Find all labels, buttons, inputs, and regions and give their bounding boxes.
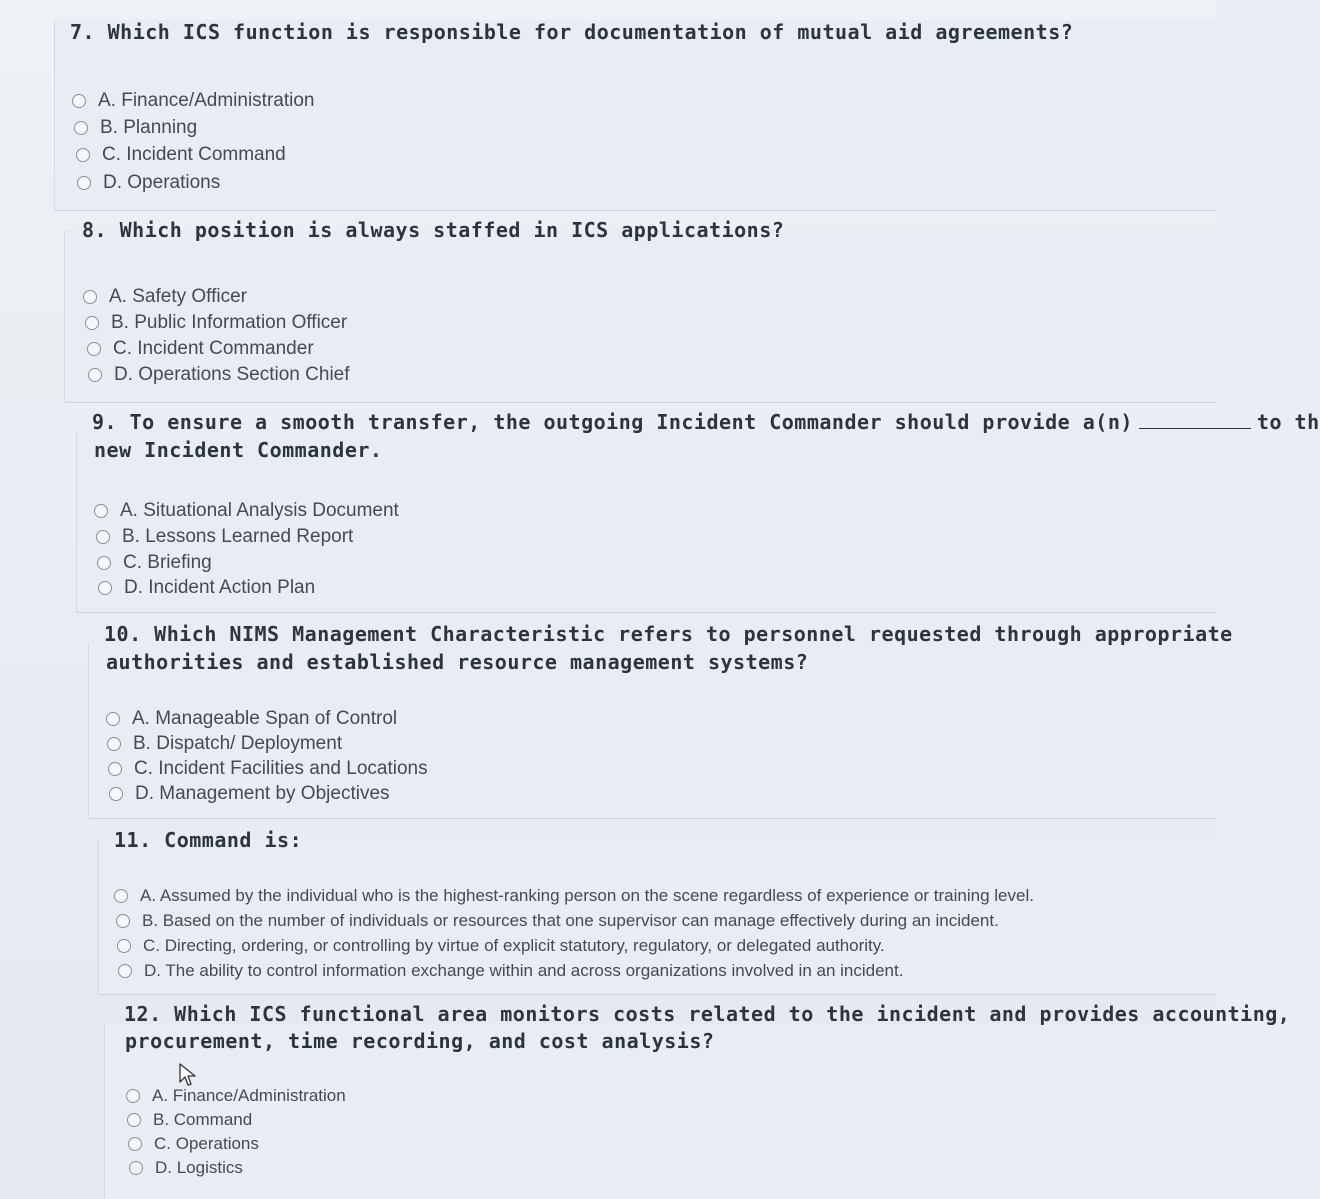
question-9-option-b[interactable] — [96, 526, 353, 548]
radio-button-icon[interactable] — [96, 530, 110, 544]
radio-button-icon[interactable] — [116, 914, 130, 928]
question-11-option-d[interactable] — [118, 961, 903, 981]
question-10-title-line-1: 10. Which NIMS Management Characteristic refers to personnel requested through appropriate — [104, 622, 1233, 646]
option-label: B. Dispatch/ Deployment — [133, 733, 343, 754]
question-12-option-a[interactable] — [126, 1086, 346, 1106]
option-label: C. Incident Commander — [113, 338, 314, 359]
option-label: C. Operations — [154, 1134, 259, 1153]
option-label: C. Briefing — [123, 552, 212, 573]
question-7-option-a[interactable] — [72, 90, 315, 112]
radio-button-icon[interactable] — [127, 1113, 141, 1127]
option-label: D. Operations Section Chief — [114, 364, 350, 385]
question-10-option-d[interactable] — [109, 783, 390, 805]
radio-button-icon[interactable] — [106, 712, 120, 726]
question-12-option-d[interactable] — [129, 1158, 243, 1178]
question-9-title-line-2: new Incident Commander. — [94, 438, 383, 462]
option-label: C. Directing, ordering, or controlling by virtue of explicit statutory, regulatory, or delegated authority. — [143, 936, 885, 955]
question-7-option-c[interactable] — [76, 144, 286, 166]
question-7 — [0, 0, 1216, 210]
question-9-title-tail: to th — [1256, 410, 1320, 434]
question-8-option-c[interactable] — [87, 338, 314, 360]
option-label: C. Incident Command — [102, 144, 286, 165]
radio-button-icon[interactable] — [88, 368, 102, 382]
radio-button-icon[interactable] — [74, 121, 88, 135]
question-11-option-a[interactable] — [114, 886, 1034, 906]
question-12 — [0, 994, 1291, 1199]
radio-button-icon[interactable] — [114, 889, 128, 903]
radio-button-icon[interactable] — [94, 504, 108, 518]
radio-button-icon[interactable] — [108, 762, 122, 776]
question-10-option-a[interactable] — [106, 708, 397, 730]
radio-button-icon[interactable] — [128, 1137, 142, 1151]
question-8-title: 8. Which position is always staffed in ICS applications? — [82, 218, 785, 242]
option-label: B. Based on the number of individuals or resources that one supervisor can manage effectively during an incident. — [142, 911, 999, 930]
question-7-title: 7. Which ICS function is responsible for documentation of mutual aid agreements? — [70, 20, 1074, 44]
mouse-pointer-icon — [178, 1063, 198, 1087]
question-9-option-c[interactable] — [97, 552, 212, 574]
question-9-option-a[interactable] — [94, 500, 399, 522]
radio-button-icon[interactable] — [85, 316, 99, 330]
question-8-option-a[interactable] — [83, 286, 247, 308]
question-12-option-b[interactable] — [127, 1110, 252, 1130]
question-10-title-line-2: authorities and established resource management systems? — [106, 650, 809, 674]
radio-button-icon[interactable] — [109, 787, 123, 801]
question-10-option-c[interactable] — [108, 758, 428, 780]
question-9-title-text: 9. To ensure a smooth transfer, the outgoing Incident Commander should provide a(n) — [92, 410, 1133, 434]
option-label: A. Assumed by the individual who is the highest-ranking person on the scene regardless of experience or training level. — [140, 886, 1034, 905]
radio-button-icon[interactable] — [129, 1161, 143, 1175]
radio-button-icon[interactable] — [83, 290, 97, 304]
question-12-option-c[interactable] — [128, 1134, 259, 1154]
option-label: D. The ability to control information exchange within and across organizations involved in an incident. — [144, 961, 904, 980]
option-label: D. Management by Objectives — [135, 783, 390, 804]
question-9-title-line-1 — [92, 408, 1320, 436]
option-label: D. Operations — [103, 172, 221, 193]
option-label: B. Planning — [100, 117, 198, 138]
question-11-title: 11. Command is: — [114, 828, 303, 852]
question-10-option-b[interactable] — [107, 733, 342, 755]
question-8-option-d[interactable] — [88, 364, 350, 386]
radio-button-icon[interactable] — [98, 581, 112, 595]
question-9 — [0, 402, 1320, 612]
question-9-option-d[interactable] — [98, 577, 315, 599]
question-7-option-d[interactable] — [77, 172, 220, 194]
radio-button-icon[interactable] — [118, 964, 132, 978]
question-8-option-b[interactable] — [85, 312, 347, 334]
radio-button-icon[interactable] — [117, 939, 131, 953]
question-12-title-line-1: 12. Which ICS functional area monitors costs related to the incident and provides accounting, — [124, 1002, 1291, 1026]
question-12-title-line-2: procurement, time recording, and cost analysis? — [125, 1029, 715, 1053]
question-7-box — [54, 20, 1216, 211]
option-label: A. Manageable Span of Control — [132, 708, 398, 729]
option-label: B. Command — [153, 1110, 253, 1129]
question-11-option-b[interactable] — [116, 911, 999, 931]
radio-button-icon[interactable] — [107, 737, 121, 751]
fill-in-blank — [1139, 410, 1251, 429]
option-label: A. Finance/Administration — [98, 90, 315, 111]
option-label: A. Situational Analysis Document — [120, 500, 399, 521]
question-10 — [0, 612, 1233, 818]
option-label: B. Lessons Learned Report — [122, 526, 354, 547]
radio-button-icon[interactable] — [77, 176, 91, 190]
radio-button-icon[interactable] — [87, 342, 101, 356]
question-11 — [0, 818, 1216, 994]
option-label: A. Finance/Administration — [152, 1086, 346, 1105]
question-7-option-b[interactable] — [74, 117, 197, 139]
option-label: D. Incident Action Plan — [124, 577, 316, 598]
option-label: C. Incident Facilities and Locations — [134, 758, 428, 779]
option-label: D. Logistics — [155, 1158, 243, 1177]
question-8 — [0, 210, 1216, 402]
option-label: A. Safety Officer — [109, 286, 247, 307]
option-label: B. Public Information Officer — [111, 312, 348, 333]
radio-button-icon[interactable] — [97, 556, 111, 570]
radio-button-icon[interactable] — [72, 94, 86, 108]
radio-button-icon[interactable] — [76, 148, 90, 162]
question-11-option-c[interactable] — [117, 936, 885, 956]
radio-button-icon[interactable] — [126, 1089, 140, 1103]
